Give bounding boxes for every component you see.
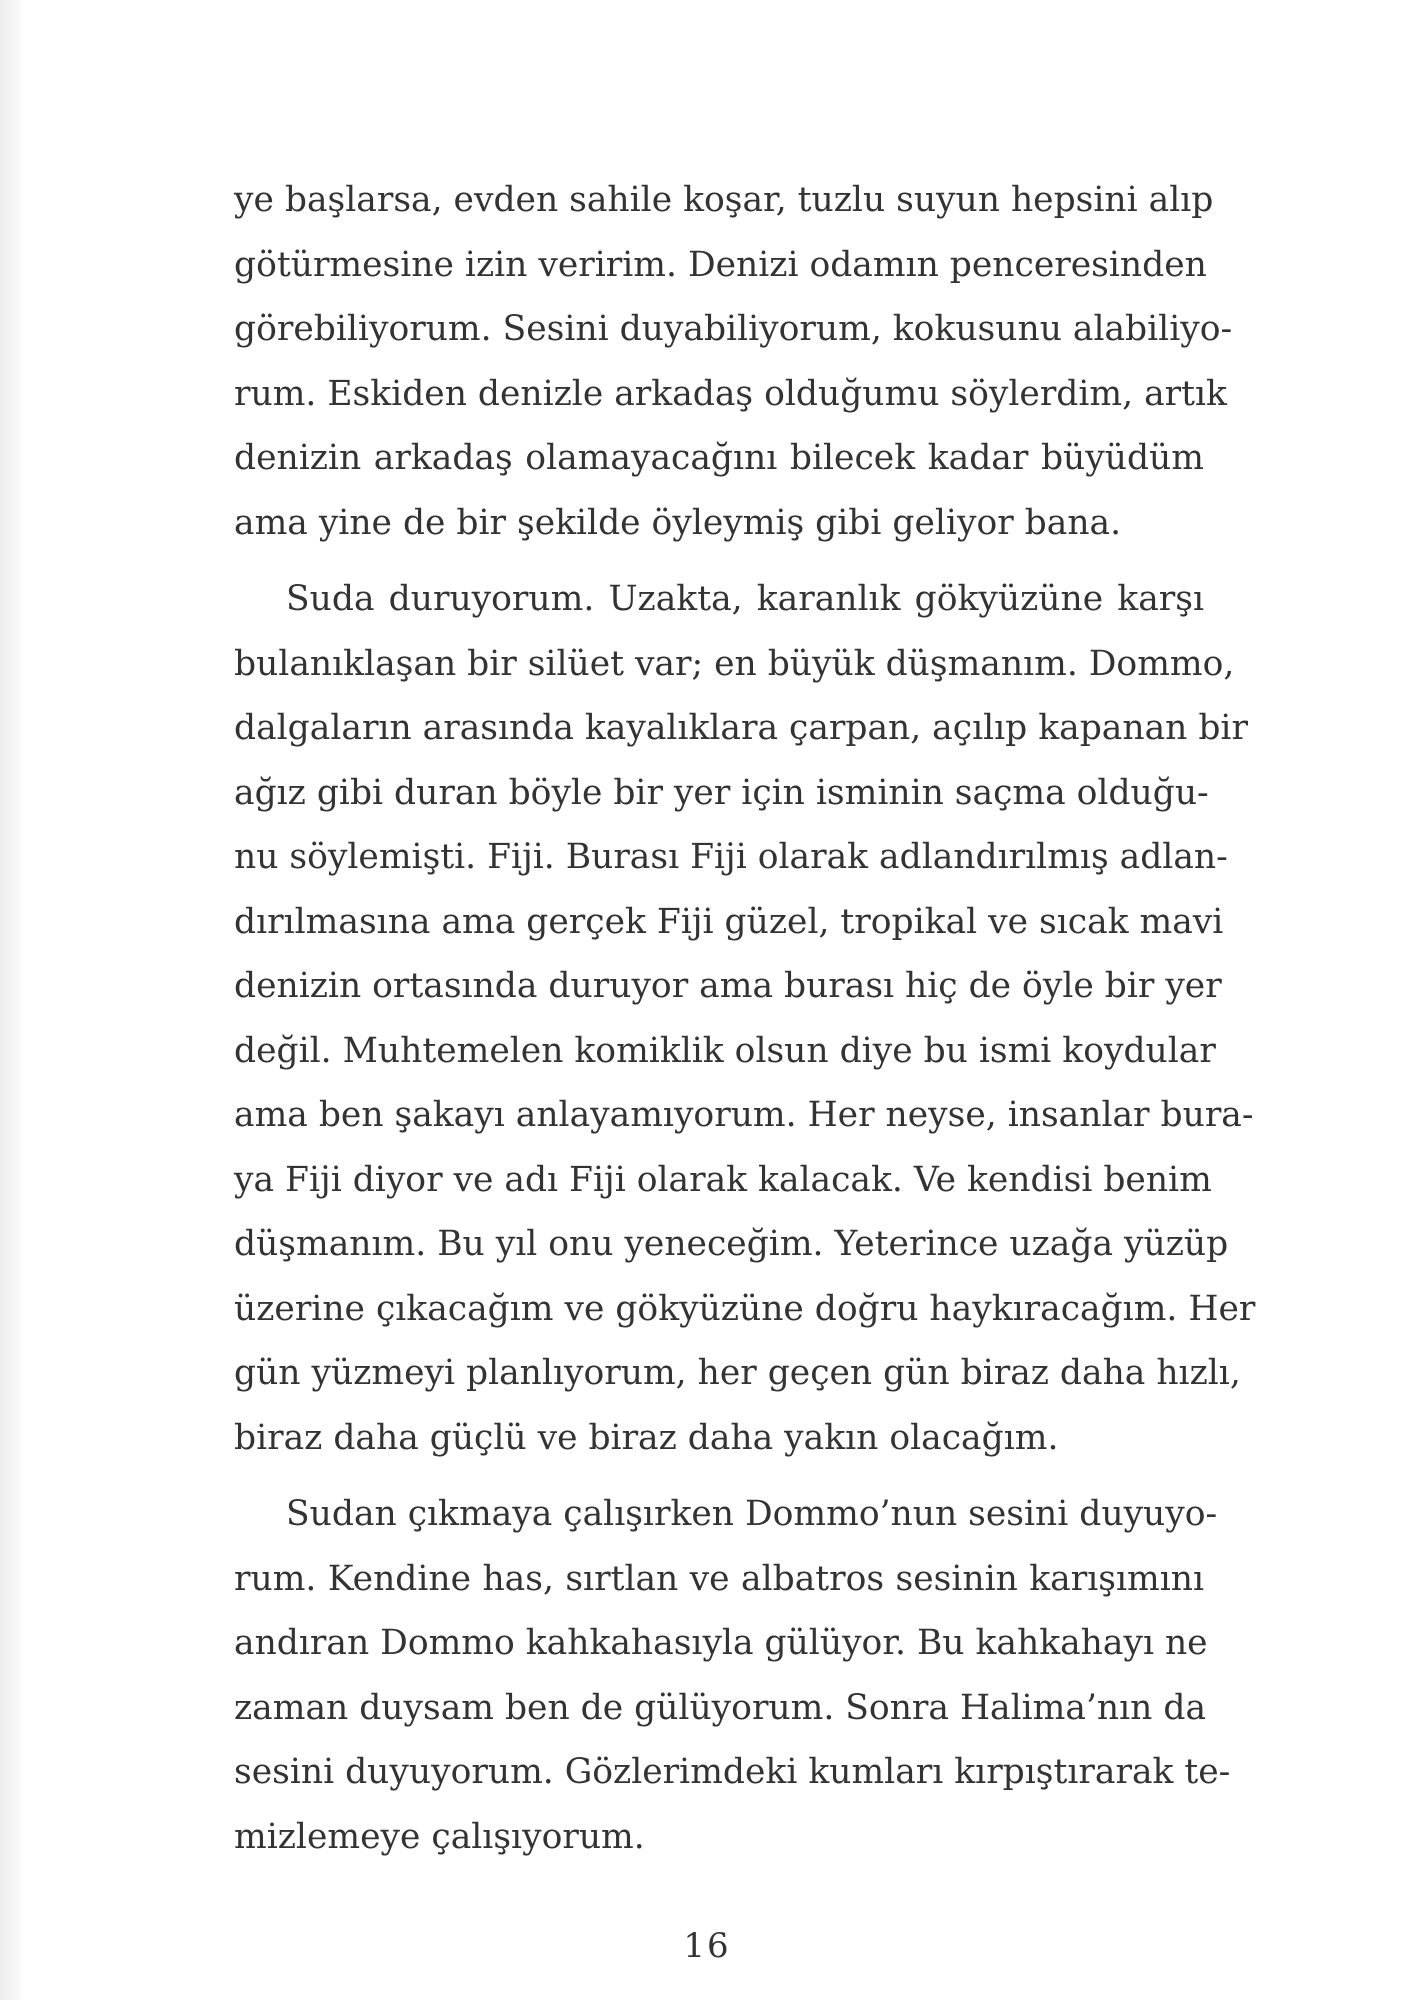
text-line: denizin ortasında duruyor ama burası hiç de öyle bir yer — [234, 966, 1222, 1006]
text-line: düşmanım. Bu yıl onu yeneceğim. Yeterince uzağa yüzüp — [234, 1224, 1229, 1264]
text-line: nu söylemişti. Fiji. Burası Fiji olarak adlandırılmış adlan- — [234, 837, 1228, 877]
text-line: dalgaların arasında kayalıklara çarpan, açılıp kapanan bir — [234, 708, 1248, 748]
page-number: 16 — [683, 1926, 731, 1966]
text-line: ye başlarsa, evden sahile koşar, tuzlu suyun hepsini alıp — [234, 180, 1214, 220]
text-line: ya Fiji diyor ve adı Fiji olarak kalacak. Ve kendisi benim — [234, 1159, 1212, 1200]
text-line: değil. Muhtemelen komiklik olsun diye bu ismi koydular — [234, 1030, 1216, 1071]
text-line: ama yine de bir şekilde öyleymiş gibi geliyor bana. — [234, 502, 1122, 543]
text-line: denizin arkadaş olamayacağını bilecek kadar büyüdüm — [234, 438, 1204, 478]
text-line: mizlemeye çalışıyorum. — [234, 1816, 645, 1857]
page-edge-shadow — [0, 0, 26, 2000]
text-line: Suda duruyorum. Uzakta, karanlık gökyüzüne karşı — [286, 579, 1204, 619]
text-line: götürmesine izin veririm. Denizi odamın penceresinden — [234, 244, 1207, 285]
text-line: görebiliyorum. Sesini duyabiliyorum, kokusunu alabiliyo- — [234, 309, 1233, 349]
paragraph-3 — [234, 1482, 1231, 1869]
text-line: gün yüzmeyi planlıyorum, her geçen gün biraz daha hızlı, — [234, 1353, 1241, 1393]
paragraph-2 — [234, 567, 1256, 1470]
text-line: ama ben şakayı anlayamıyorum. Her neyse, insanlar bura- — [234, 1095, 1254, 1135]
text-line: zaman duysam ben de gülüyorum. Sonra Halima’nın da — [234, 1687, 1207, 1728]
text-line: üzerine çıkacağım ve gökyüzüne doğru haykıracağım. Her — [234, 1288, 1256, 1329]
text-line: ağız gibi duran böyle bir yer için isminin saçma olduğu- — [234, 772, 1209, 813]
text-line: dırılmasına ama gerçek Fiji güzel, tropikal ve sıcak mavi — [234, 901, 1224, 942]
text-line: andıran Dommo kahkahasıyla gülüyor. Bu kahkahayı ne — [234, 1623, 1208, 1663]
book-page-text — [234, 168, 1256, 1869]
text-line: rum. Kendine has, sırtlan ve albatros sesinin karışımını — [234, 1558, 1204, 1599]
text-line: sesini duyuyorum. Gözlerimdeki kumları kırpıştırarak te- — [234, 1752, 1231, 1792]
text-line: Sudan çıkmaya çalışırken Dommo’nun sesini duyuyo- — [286, 1494, 1218, 1534]
text-line: biraz daha güçlü ve biraz daha yakın olacağım. — [234, 1417, 1059, 1458]
text-line: bulanıklaşan bir silüet var; en büyük düşmanım. Dommo, — [234, 643, 1235, 684]
paragraph-1 — [234, 168, 1233, 555]
text-line: rum. Eskiden denizle arkadaş olduğumu söylerdim, artık — [234, 373, 1227, 414]
